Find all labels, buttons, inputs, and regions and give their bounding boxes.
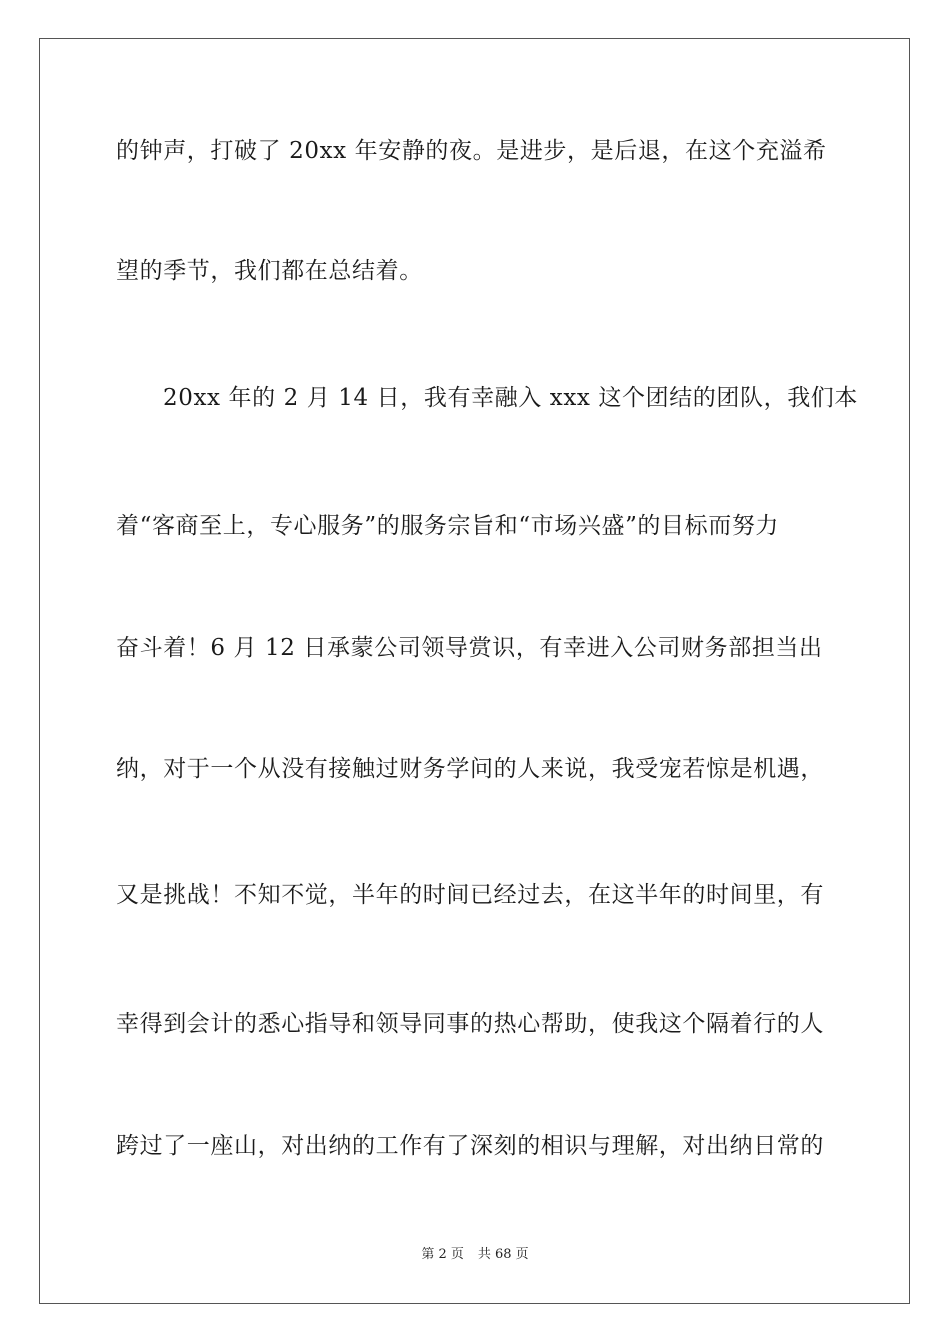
- text-line: 奋斗着！6 月 12 日承蒙公司领导赏识，有幸进入公司财务部担当出: [116, 635, 823, 661]
- page-footer: [0, 1246, 950, 1264]
- page-total: 共 68 页: [477, 1247, 529, 1262]
- text-line: 20xx 年的 2 月 14 日，我有幸融入 xxx 这个团结的团队，我们本: [163, 385, 858, 411]
- text-line: 跨过了一座山，对出纳的工作有了深刻的相识与理解，对出纳日常的: [116, 1133, 824, 1159]
- page-border: [39, 38, 910, 1304]
- text-line: 又是挑战！不知不觉，半年的时间已经过去，在这半年的时间里，有: [116, 882, 824, 908]
- text-line: 着“客商至上，专心服务”的服务宗旨和“市场兴盛”的目标而努力: [116, 513, 780, 539]
- text-line: 幸得到会计的悉心指导和领导同事的热心帮助，使我这个隔着行的人: [116, 1011, 824, 1037]
- text-line: 望的季节，我们都在总结着。: [116, 258, 423, 284]
- text-line: 的钟声，打破了 20xx 年安静的夜。是进步，是后退，在这个充溢希: [116, 138, 827, 164]
- page-number: 第 2 页: [421, 1247, 464, 1262]
- text-line: 纳，对于一个从没有接触过财务学问的人来说，我受宠若惊是机遇，: [116, 756, 824, 782]
